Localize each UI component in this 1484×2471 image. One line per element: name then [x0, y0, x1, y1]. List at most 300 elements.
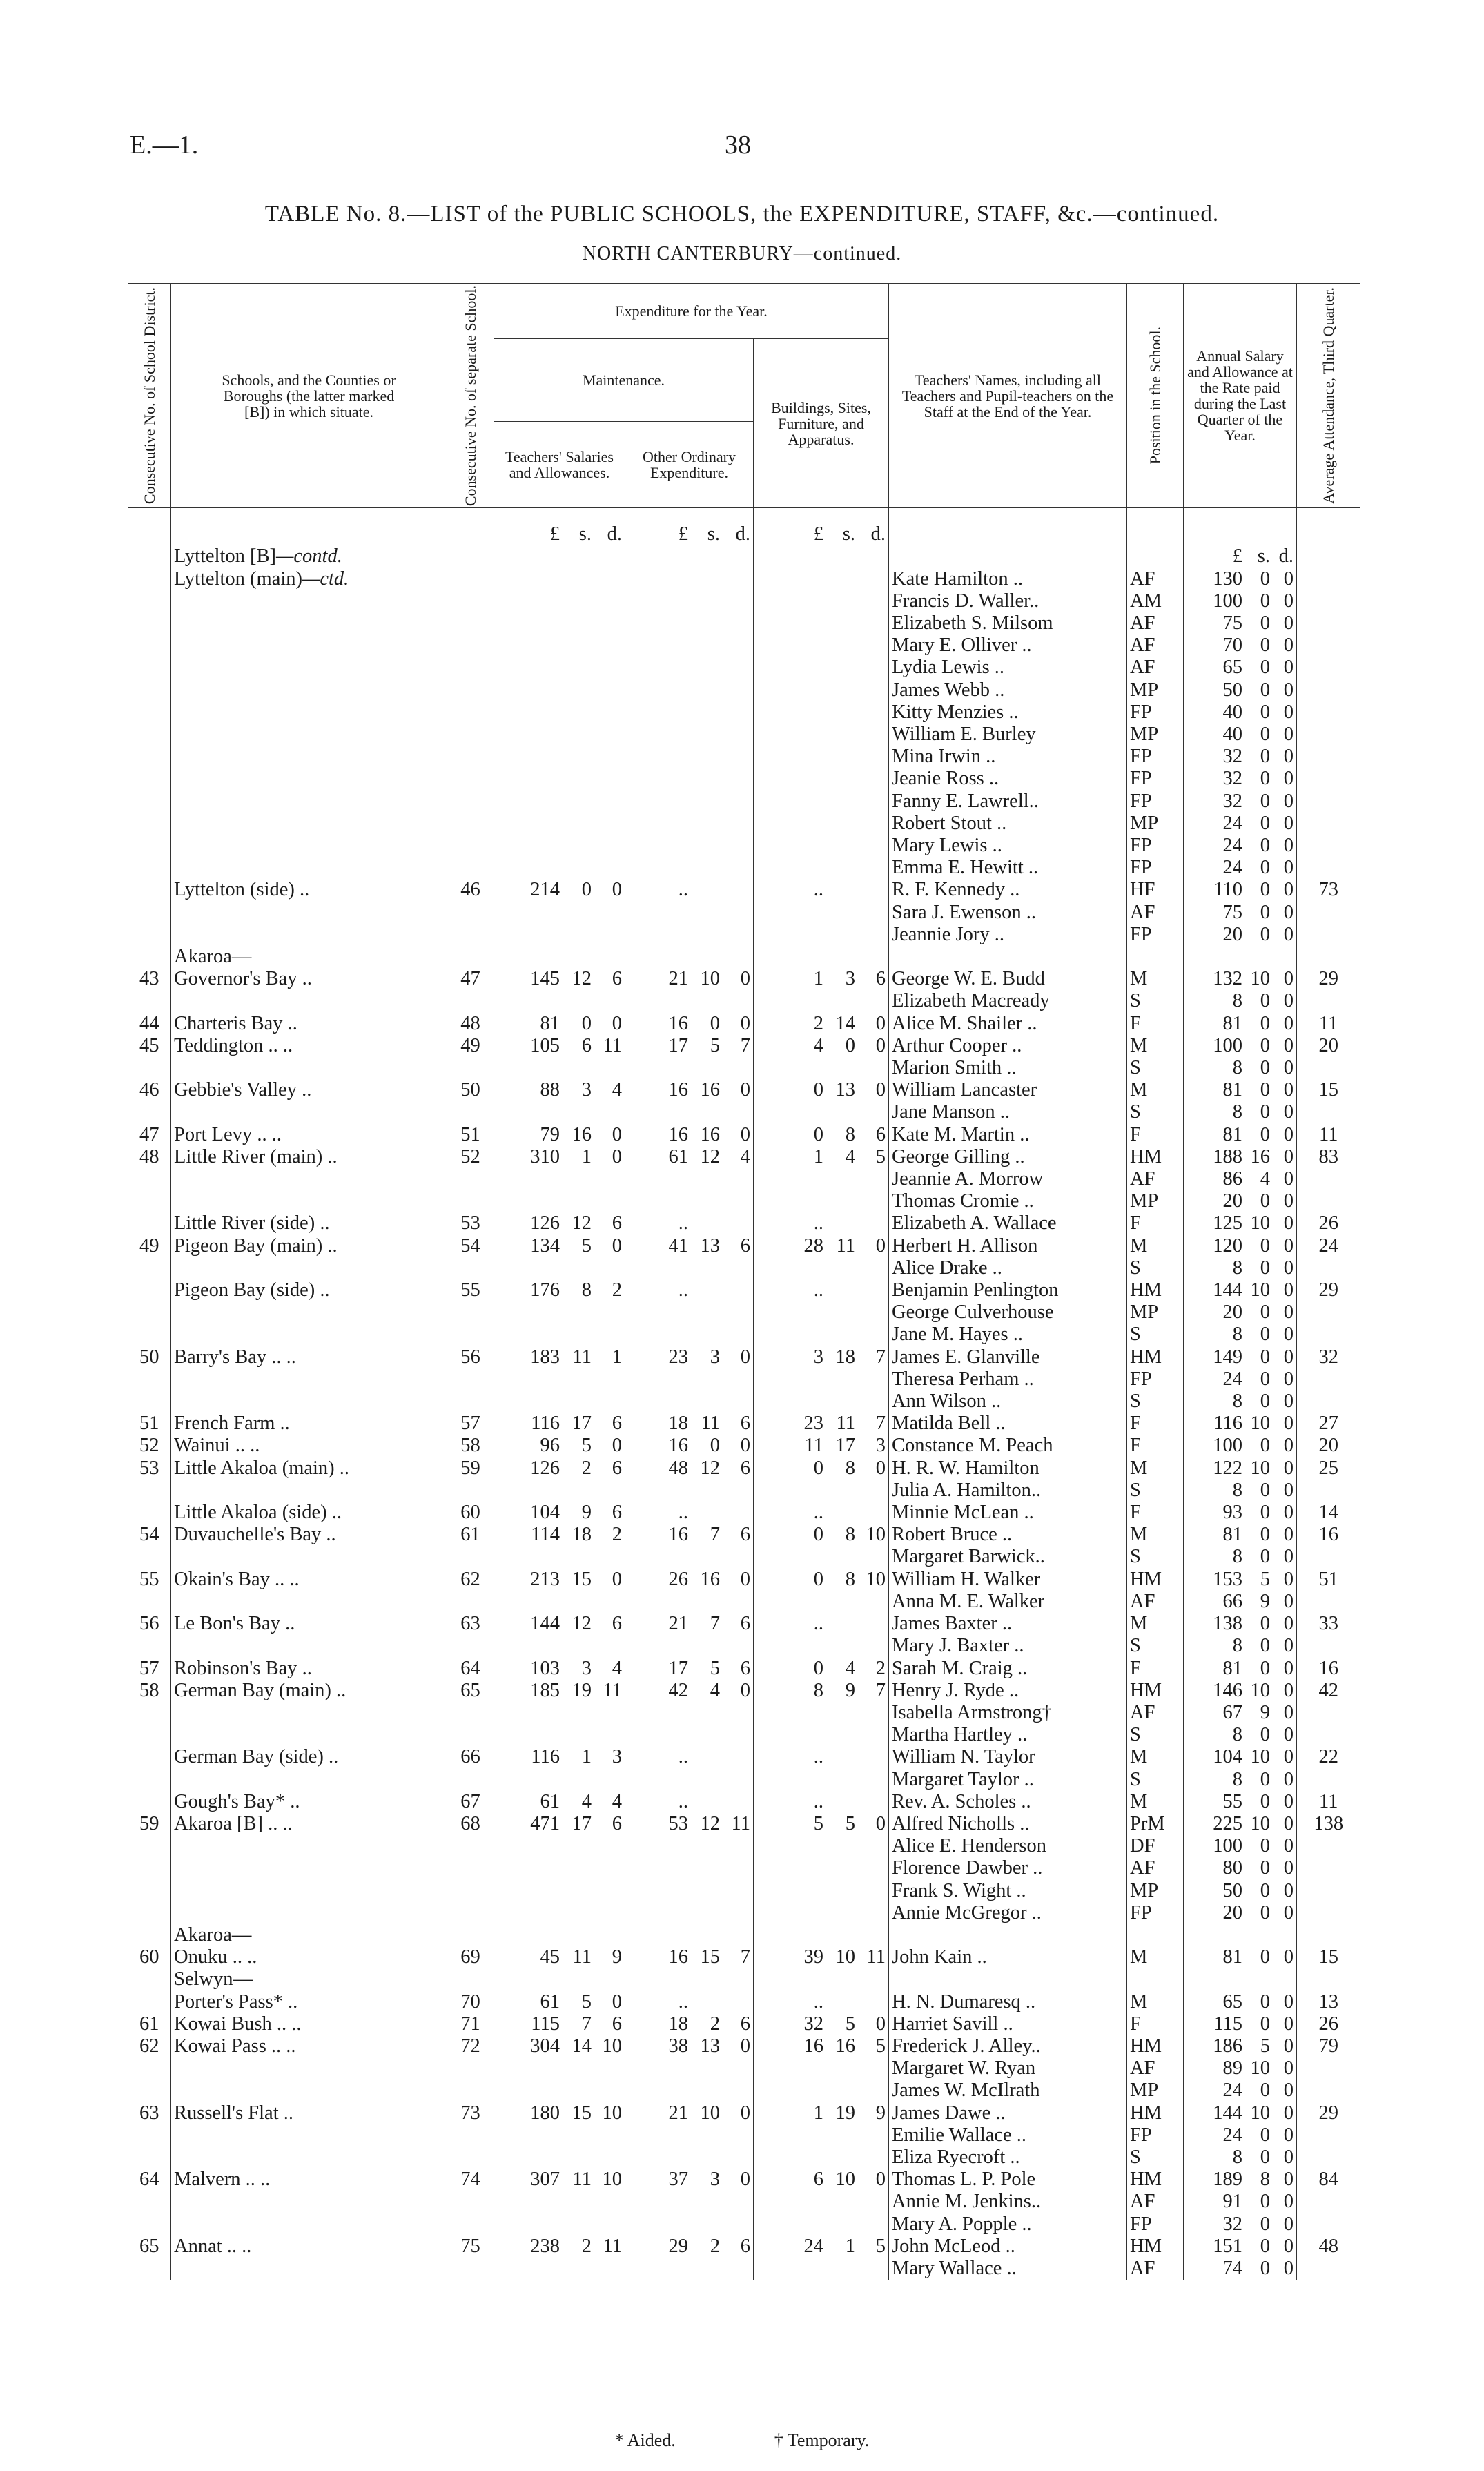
other-expenditure-amount-shillings	[688, 1279, 720, 1301]
table-row	[128, 1946, 1360, 1968]
salaries-amount-pence: 6	[612, 968, 622, 990]
attendance	[1297, 679, 1360, 701]
attendance	[1297, 990, 1360, 1012]
district-number: 51	[128, 1413, 171, 1435]
annual-salary-amount	[1184, 634, 1297, 657]
other-expenditure-amount	[625, 657, 754, 679]
school-number: 68	[447, 1813, 494, 1835]
salaries-amount-shillings: 3	[581, 1079, 592, 1101]
district-number	[128, 657, 171, 679]
attendance: 20	[1318, 1435, 1338, 1457]
buildings-amount	[754, 835, 889, 857]
teacher-name: William E. Burley	[889, 724, 1127, 746]
col-attendance: Average Attendance, Third Quarter.	[1297, 284, 1360, 508]
annual-salary-amount-shillings: 0	[1260, 1835, 1270, 1857]
teacher-name: John McLeod ..	[889, 2236, 1127, 2258]
school-name	[171, 924, 447, 946]
school-number	[447, 1324, 494, 1346]
col-position: Position in the School.	[1127, 284, 1184, 508]
district-number: 47	[128, 1124, 171, 1146]
page-number: 38	[725, 130, 751, 159]
buildings-amount	[754, 2258, 889, 2280]
other-expenditure-amount-pounds: 53	[668, 1812, 688, 1834]
salaries-amount	[494, 568, 625, 590]
buildings-amount	[754, 1257, 889, 1279]
district-number: 48	[128, 1146, 171, 1168]
buildings-amount	[754, 1813, 889, 1835]
school-number	[447, 568, 494, 590]
school-name	[171, 791, 447, 813]
annual-salary-amount-shillings: 10	[1250, 2057, 1270, 2080]
salaries-amount	[494, 946, 625, 968]
teacher-name: Frederick J. Alley..	[889, 2035, 1127, 2057]
other-expenditure-amount-pence: 0	[740, 968, 750, 990]
table-row	[128, 1124, 1360, 1146]
attendance: 16	[1318, 1524, 1338, 1546]
other-expenditure-amount	[625, 590, 754, 612]
school-number	[447, 2258, 494, 2280]
school-name: Kowai Pass .. ..	[171, 2035, 447, 2057]
salaries-amount	[494, 879, 625, 901]
school-name	[171, 1480, 447, 1502]
other-expenditure-amount-pounds: ..	[678, 1790, 688, 1812]
other-expenditure-amount	[625, 612, 754, 634]
school-number: 63	[447, 1613, 494, 1635]
other-expenditure-amount	[625, 1480, 754, 1502]
annual-salary-amount-shillings: 10	[1250, 1279, 1270, 1301]
annual-salary-amount-pence: 0	[1283, 1034, 1293, 1056]
salaries-amount-shillings: 6	[581, 1034, 592, 1056]
unit-pence: d.	[735, 523, 750, 545]
attendance: 79	[1318, 2035, 1338, 2057]
salaries-amount	[494, 2258, 625, 2280]
school-name	[171, 1324, 447, 1346]
school-number	[447, 634, 494, 657]
teacher-name: Mary A. Popple ..	[889, 2213, 1127, 2236]
buildings-amount-pounds: 5	[813, 1812, 823, 1834]
other-expenditure-amount-pounds: 48	[668, 1457, 688, 1479]
annual-salary-amount-pence: 0	[1283, 1790, 1293, 1812]
attendance: 83	[1318, 1145, 1338, 1167]
district-number	[128, 1480, 171, 1502]
buildings-amount	[754, 1035, 889, 1057]
annual-salary-amount-pounds: 100	[1213, 590, 1242, 612]
table-row	[128, 1546, 1360, 1568]
annual-salary-amount	[1184, 1924, 1297, 1946]
buildings-amount-pounds: 6	[813, 2169, 823, 2191]
annual-salary-amount	[1184, 1435, 1297, 1457]
annual-salary-amount-shillings: 0	[1260, 1079, 1270, 1101]
salaries-amount-pounds: 61	[540, 1990, 560, 2013]
salaries-amount	[494, 1635, 625, 1657]
buildings-amount-pence: 6	[875, 1123, 886, 1145]
teacher-name: William H. Walker	[889, 1569, 1127, 1591]
buildings-amount-pounds: 0	[813, 1524, 823, 1546]
annual-salary-amount-pounds: 50	[1222, 1879, 1242, 1901]
salaries-amount-pounds: 105	[530, 1034, 560, 1056]
salaries-amount	[494, 1413, 625, 1435]
annual-salary-amount	[1184, 746, 1297, 768]
salaries-amount	[494, 1902, 625, 1924]
school-number	[447, 746, 494, 768]
annual-salary-amount-pounds: 24	[1222, 1368, 1242, 1390]
other-expenditure-amount	[625, 634, 754, 657]
buildings-amount-shillings	[823, 1746, 855, 1768]
annual-salary-amount-pence: 0	[1283, 701, 1293, 723]
position-code: MP	[1127, 679, 1184, 701]
buildings-amount-shillings: 8	[845, 1524, 855, 1546]
school-number: 57	[447, 1413, 494, 1435]
table-row	[128, 1791, 1360, 1813]
annual-salary-amount	[1184, 1257, 1297, 1279]
buildings-amount	[754, 590, 889, 612]
teacher-name: Isabella Armstrong†	[889, 1702, 1127, 1724]
other-expenditure-amount-shillings: 12	[700, 1457, 720, 1479]
district-number: 65	[128, 2236, 171, 2258]
position-code: FP	[1127, 1902, 1184, 1924]
annual-salary-amount-pounds: 81	[1222, 1524, 1242, 1546]
table-row	[128, 835, 1360, 857]
annual-salary-amount	[1184, 1212, 1297, 1234]
other-expenditure-amount-pence: 0	[740, 1079, 750, 1101]
other-expenditure-amount	[625, 2080, 754, 2102]
salaries-amount-pence: 9	[612, 1946, 622, 1968]
teacher-name: George Culverhouse	[889, 1301, 1127, 1324]
buildings-amount-pence: 3	[875, 1435, 886, 1457]
table-row	[128, 1346, 1360, 1368]
annual-salary-amount-pence: 0	[1283, 2035, 1293, 2057]
position-code: HM	[1127, 1346, 1184, 1368]
buildings-amount	[754, 1569, 889, 1591]
buildings-amount-shillings: 5	[845, 2013, 855, 2035]
buildings-amount-shillings: 8	[845, 1457, 855, 1479]
teacher-name: Annie M. Jenkins..	[889, 2191, 1127, 2213]
other-expenditure-amount	[625, 2057, 754, 2080]
salaries-amount-shillings: 8	[581, 1279, 592, 1301]
annual-salary-amount	[1184, 1702, 1297, 1724]
annual-salary-amount-pounds: 8	[1232, 1324, 1242, 1346]
annual-salary-amount-pounds: 8	[1232, 1101, 1242, 1123]
annual-salary-amount	[1184, 2035, 1297, 2057]
table-row	[128, 1835, 1360, 1857]
attendance	[1297, 1968, 1360, 1990]
annual-salary-amount-shillings: 0	[1260, 2080, 1270, 2102]
position-code: FP	[1127, 791, 1184, 813]
table-row	[128, 1279, 1360, 1301]
annual-salary-amount	[1184, 2169, 1297, 2191]
annual-salary-amount-shillings: 0	[1260, 1390, 1270, 1413]
teacher-name: Matilda Bell ..	[889, 1413, 1127, 1435]
other-expenditure-amount-pence: 0	[740, 2169, 750, 2191]
school-number	[447, 1902, 494, 1924]
table-row	[128, 1857, 1360, 1879]
salaries-amount-pence: 1	[612, 1346, 622, 1368]
annual-salary-amount	[1184, 1968, 1297, 1990]
annual-salary-amount-pence: 0	[1283, 857, 1293, 879]
annual-salary-amount-pence: 0	[1283, 2013, 1293, 2035]
salaries-amount-shillings: 11	[572, 2169, 592, 2191]
other-expenditure-amount	[625, 1791, 754, 1813]
school-number: 67	[447, 1791, 494, 1813]
buildings-amount	[754, 1902, 889, 1924]
district-number: 43	[128, 968, 171, 990]
position-code: S	[1127, 1324, 1184, 1346]
salaries-amount-shillings: 15	[572, 2102, 592, 2124]
other-expenditure-amount-pounds: 21	[668, 1613, 688, 1635]
attendance: 16	[1318, 1657, 1338, 1679]
annual-salary-amount	[1184, 1013, 1297, 1035]
annual-salary-amount-shillings: 0	[1260, 746, 1270, 768]
other-expenditure-amount	[625, 1190, 754, 1212]
annual-salary-amount-pence: 0	[1283, 1190, 1293, 1212]
unit-shilling: s.	[578, 523, 592, 545]
district-number	[128, 1835, 171, 1857]
teacher-name: Kitty Menzies ..	[889, 701, 1127, 724]
district-number	[128, 990, 171, 1012]
annual-salary-amount-shillings: 0	[1260, 834, 1270, 856]
position-code: MP	[1127, 724, 1184, 746]
annual-salary-amount-pence: 0	[1283, 1435, 1293, 1457]
buildings-amount	[754, 1857, 889, 1879]
school-name	[171, 701, 447, 724]
attendance	[1297, 2147, 1360, 2169]
other-expenditure-amount-pence: 6	[740, 1457, 750, 1479]
other-expenditure-amount	[625, 813, 754, 835]
other-expenditure-amount-pounds: 21	[668, 2102, 688, 2124]
district-number	[128, 879, 171, 901]
school-number	[447, 1635, 494, 1657]
table-row	[128, 2213, 1360, 2236]
page-section-label: E.—1.	[130, 130, 199, 159]
buildings-amount-shillings: 17	[835, 1435, 855, 1457]
salaries-amount-pounds: 61	[540, 1790, 560, 1812]
school-name	[171, 634, 447, 657]
position-code: MP	[1127, 813, 1184, 835]
buildings-amount	[754, 1591, 889, 1613]
teacher-name: Mary Lewis ..	[889, 835, 1127, 857]
attendance: 84	[1318, 2169, 1338, 2191]
teacher-name: Martha Hartley ..	[889, 1724, 1127, 1746]
position-code: FP	[1127, 746, 1184, 768]
annual-salary-amount-pence: 0	[1283, 2169, 1293, 2191]
other-expenditure-amount-shillings: 0	[710, 1435, 720, 1457]
buildings-amount-pence	[855, 1991, 886, 2013]
position-code: AM	[1127, 590, 1184, 612]
attendance: 29	[1318, 2102, 1338, 2124]
school-name: Charteris Bay ..	[171, 1013, 447, 1035]
school-name	[171, 679, 447, 701]
position-code: MP	[1127, 2080, 1184, 2102]
annual-salary-amount-pounds: 153	[1213, 1568, 1242, 1590]
salaries-amount	[494, 1813, 625, 1835]
district-number	[128, 746, 171, 768]
annual-salary-amount-pence: 0	[1283, 2213, 1293, 2235]
table-row	[128, 1924, 1360, 1946]
unit-pound: £	[549, 523, 560, 545]
position-code: FP	[1127, 2213, 1184, 2236]
buildings-amount	[754, 946, 889, 968]
buildings-amount	[754, 1457, 889, 1480]
buildings-amount	[754, 1235, 889, 1257]
position-code: S	[1127, 1635, 1184, 1657]
salaries-amount	[494, 2102, 625, 2124]
district-number: 63	[128, 2102, 171, 2124]
buildings-amount	[754, 657, 889, 679]
salaries-amount	[494, 1880, 625, 1902]
salaries-amount-pounds: 126	[530, 1212, 560, 1234]
salaries-amount	[494, 724, 625, 746]
buildings-amount-pence: 11	[866, 1946, 886, 1968]
table-row	[128, 1079, 1360, 1101]
other-expenditure-amount-pence: 7	[740, 1034, 750, 1056]
salaries-amount	[494, 902, 625, 924]
district-number: 58	[128, 1680, 171, 1702]
buildings-amount	[754, 2124, 889, 2147]
district-number	[128, 1791, 171, 1813]
teacher-name: Robert Stout ..	[889, 813, 1127, 835]
other-expenditure-amount	[625, 1991, 754, 2013]
other-expenditure-amount	[625, 2258, 754, 2280]
salaries-amount-pence: 10	[602, 2102, 622, 2124]
buildings-amount	[754, 1146, 889, 1168]
salaries-amount-pounds: 81	[540, 1012, 560, 1034]
buildings-amount-pence: 0	[875, 1812, 886, 1834]
col-other-expenditure: Other Ordinary Expenditure.	[625, 422, 754, 508]
other-expenditure-amount-pounds: ..	[678, 1279, 688, 1301]
other-expenditure-amount	[625, 1035, 754, 1057]
attendance: 26	[1318, 2013, 1338, 2035]
annual-salary-amount	[1184, 1524, 1297, 1546]
table-row	[128, 2124, 1360, 2147]
attendance	[1297, 1190, 1360, 1212]
attendance: 11	[1319, 1790, 1338, 1812]
footnote-temporary: † Temporary.	[774, 2430, 870, 2450]
annual-salary-amount	[1184, 835, 1297, 857]
table-row	[128, 1991, 1360, 2013]
salaries-amount	[494, 2191, 625, 2213]
buildings-amount-pounds: ..	[813, 1502, 823, 1524]
salaries-amount-shillings: 14	[572, 2035, 592, 2057]
annual-salary-amount-shillings: 8	[1260, 2169, 1270, 2191]
annual-salary-amount	[1184, 1991, 1297, 2013]
annual-salary-amount-pounds: 89	[1222, 2057, 1242, 2080]
teacher-name: Emilie Wallace ..	[889, 2124, 1127, 2147]
salaries-amount-pounds: 304	[530, 2035, 560, 2057]
table-body	[128, 508, 1360, 2280]
buildings-amount	[754, 1769, 889, 1791]
position-code: HM	[1127, 1146, 1184, 1168]
salaries-amount-shillings: 12	[572, 1212, 592, 1234]
annual-salary-amount-shillings: 0	[1260, 768, 1270, 790]
other-expenditure-amount-pounds: 42	[668, 1679, 688, 1701]
salaries-amount-shillings: 19	[572, 1679, 592, 1701]
annual-salary-amount	[1184, 2013, 1297, 2035]
annual-salary-amount	[1184, 902, 1297, 924]
district-number	[128, 1168, 171, 1190]
other-expenditure-amount	[625, 1880, 754, 1902]
annual-salary-amount-pounds: 225	[1213, 1812, 1242, 1834]
other-expenditure-amount-pence: 4	[740, 1145, 750, 1167]
annual-salary-amount-pounds: 186	[1213, 2035, 1242, 2057]
salaries-amount	[494, 1924, 625, 1946]
position-code: FP	[1127, 857, 1184, 879]
buildings-amount	[754, 2035, 889, 2057]
district-number	[128, 1591, 171, 1613]
buildings-amount-shillings: 0	[845, 1034, 855, 1056]
attendance	[1297, 1635, 1360, 1657]
other-expenditure-amount	[625, 1346, 754, 1368]
annual-salary-amount-pence: 0	[1283, 1168, 1293, 1190]
table-row	[128, 2013, 1360, 2035]
school-name: Barry's Bay .. ..	[171, 1346, 447, 1368]
annual-salary-amount-shillings: 0	[1260, 1946, 1270, 1968]
school-name: Port Levy .. ..	[171, 1124, 447, 1146]
attendance	[1297, 946, 1360, 968]
annual-salary-amount-pounds: 8	[1232, 1546, 1242, 1568]
table-row	[128, 657, 1360, 679]
annual-salary-amount-pence: 0	[1283, 568, 1293, 590]
district-number	[128, 768, 171, 790]
school-name: Kowai Bush .. ..	[171, 2013, 447, 2035]
salaries-amount	[494, 590, 625, 612]
salaries-amount-pence: 6	[612, 1457, 622, 1479]
annual-salary-amount	[1184, 1346, 1297, 1368]
buildings-amount-shillings: 10	[835, 1946, 855, 1968]
teacher-name: John Kain ..	[889, 1946, 1127, 1968]
buildings-amount-pounds: 11	[804, 1435, 823, 1457]
other-expenditure-amount	[625, 791, 754, 813]
other-expenditure-amount-shillings: 2	[710, 2013, 720, 2035]
teacher-name: Alice E. Henderson	[889, 1835, 1127, 1857]
buildings-amount	[754, 1079, 889, 1101]
salaries-amount	[494, 1613, 625, 1635]
spacer-row	[128, 508, 1360, 524]
annual-salary-amount-pence: 0	[1283, 1502, 1293, 1524]
salaries-amount	[494, 1791, 625, 1813]
salaries-amount	[494, 634, 625, 657]
salaries-amount-pounds: 96	[540, 1435, 560, 1457]
annual-salary-amount	[1184, 590, 1297, 612]
salaries-amount-pence: 4	[612, 1079, 622, 1101]
annual-salary-amount-shillings: 0	[1260, 679, 1270, 701]
buildings-amount-pounds: 8	[813, 1679, 823, 1701]
school-name: Lyttelton [B]—contd.	[171, 545, 447, 568]
teacher-name: Margaret Taylor ..	[889, 1769, 1127, 1791]
school-number	[447, 2124, 494, 2147]
district-number	[128, 1324, 171, 1346]
school-name	[171, 1857, 447, 1879]
position-code: S	[1127, 1390, 1184, 1413]
annual-salary-amount-pounds: 130	[1213, 568, 1242, 590]
buildings-amount	[754, 924, 889, 946]
salaries-amount-pence: 11	[603, 1679, 622, 1701]
teacher-name: Mary Wallace ..	[889, 2258, 1127, 2280]
annual-salary-amount-pence: 0	[1283, 1568, 1293, 1590]
other-expenditure-amount	[625, 2236, 754, 2258]
table-row	[128, 1813, 1360, 1835]
salaries-amount	[494, 545, 625, 568]
salaries-amount-pence: 6	[612, 1502, 622, 1524]
table-row	[128, 2080, 1360, 2102]
teacher-name: Alfred Nicholls ..	[889, 1813, 1127, 1835]
teacher-name: Constance M. Peach	[889, 1435, 1127, 1457]
school-name	[171, 2191, 447, 2213]
school-name: Lyttelton (side) ..	[171, 879, 447, 901]
teacher-name	[889, 545, 1127, 568]
salaries-amount-pounds: 88	[540, 1079, 560, 1101]
salaries-amount-pence: 6	[612, 1413, 622, 1435]
salaries-amount-pounds: 307	[530, 2169, 560, 2191]
